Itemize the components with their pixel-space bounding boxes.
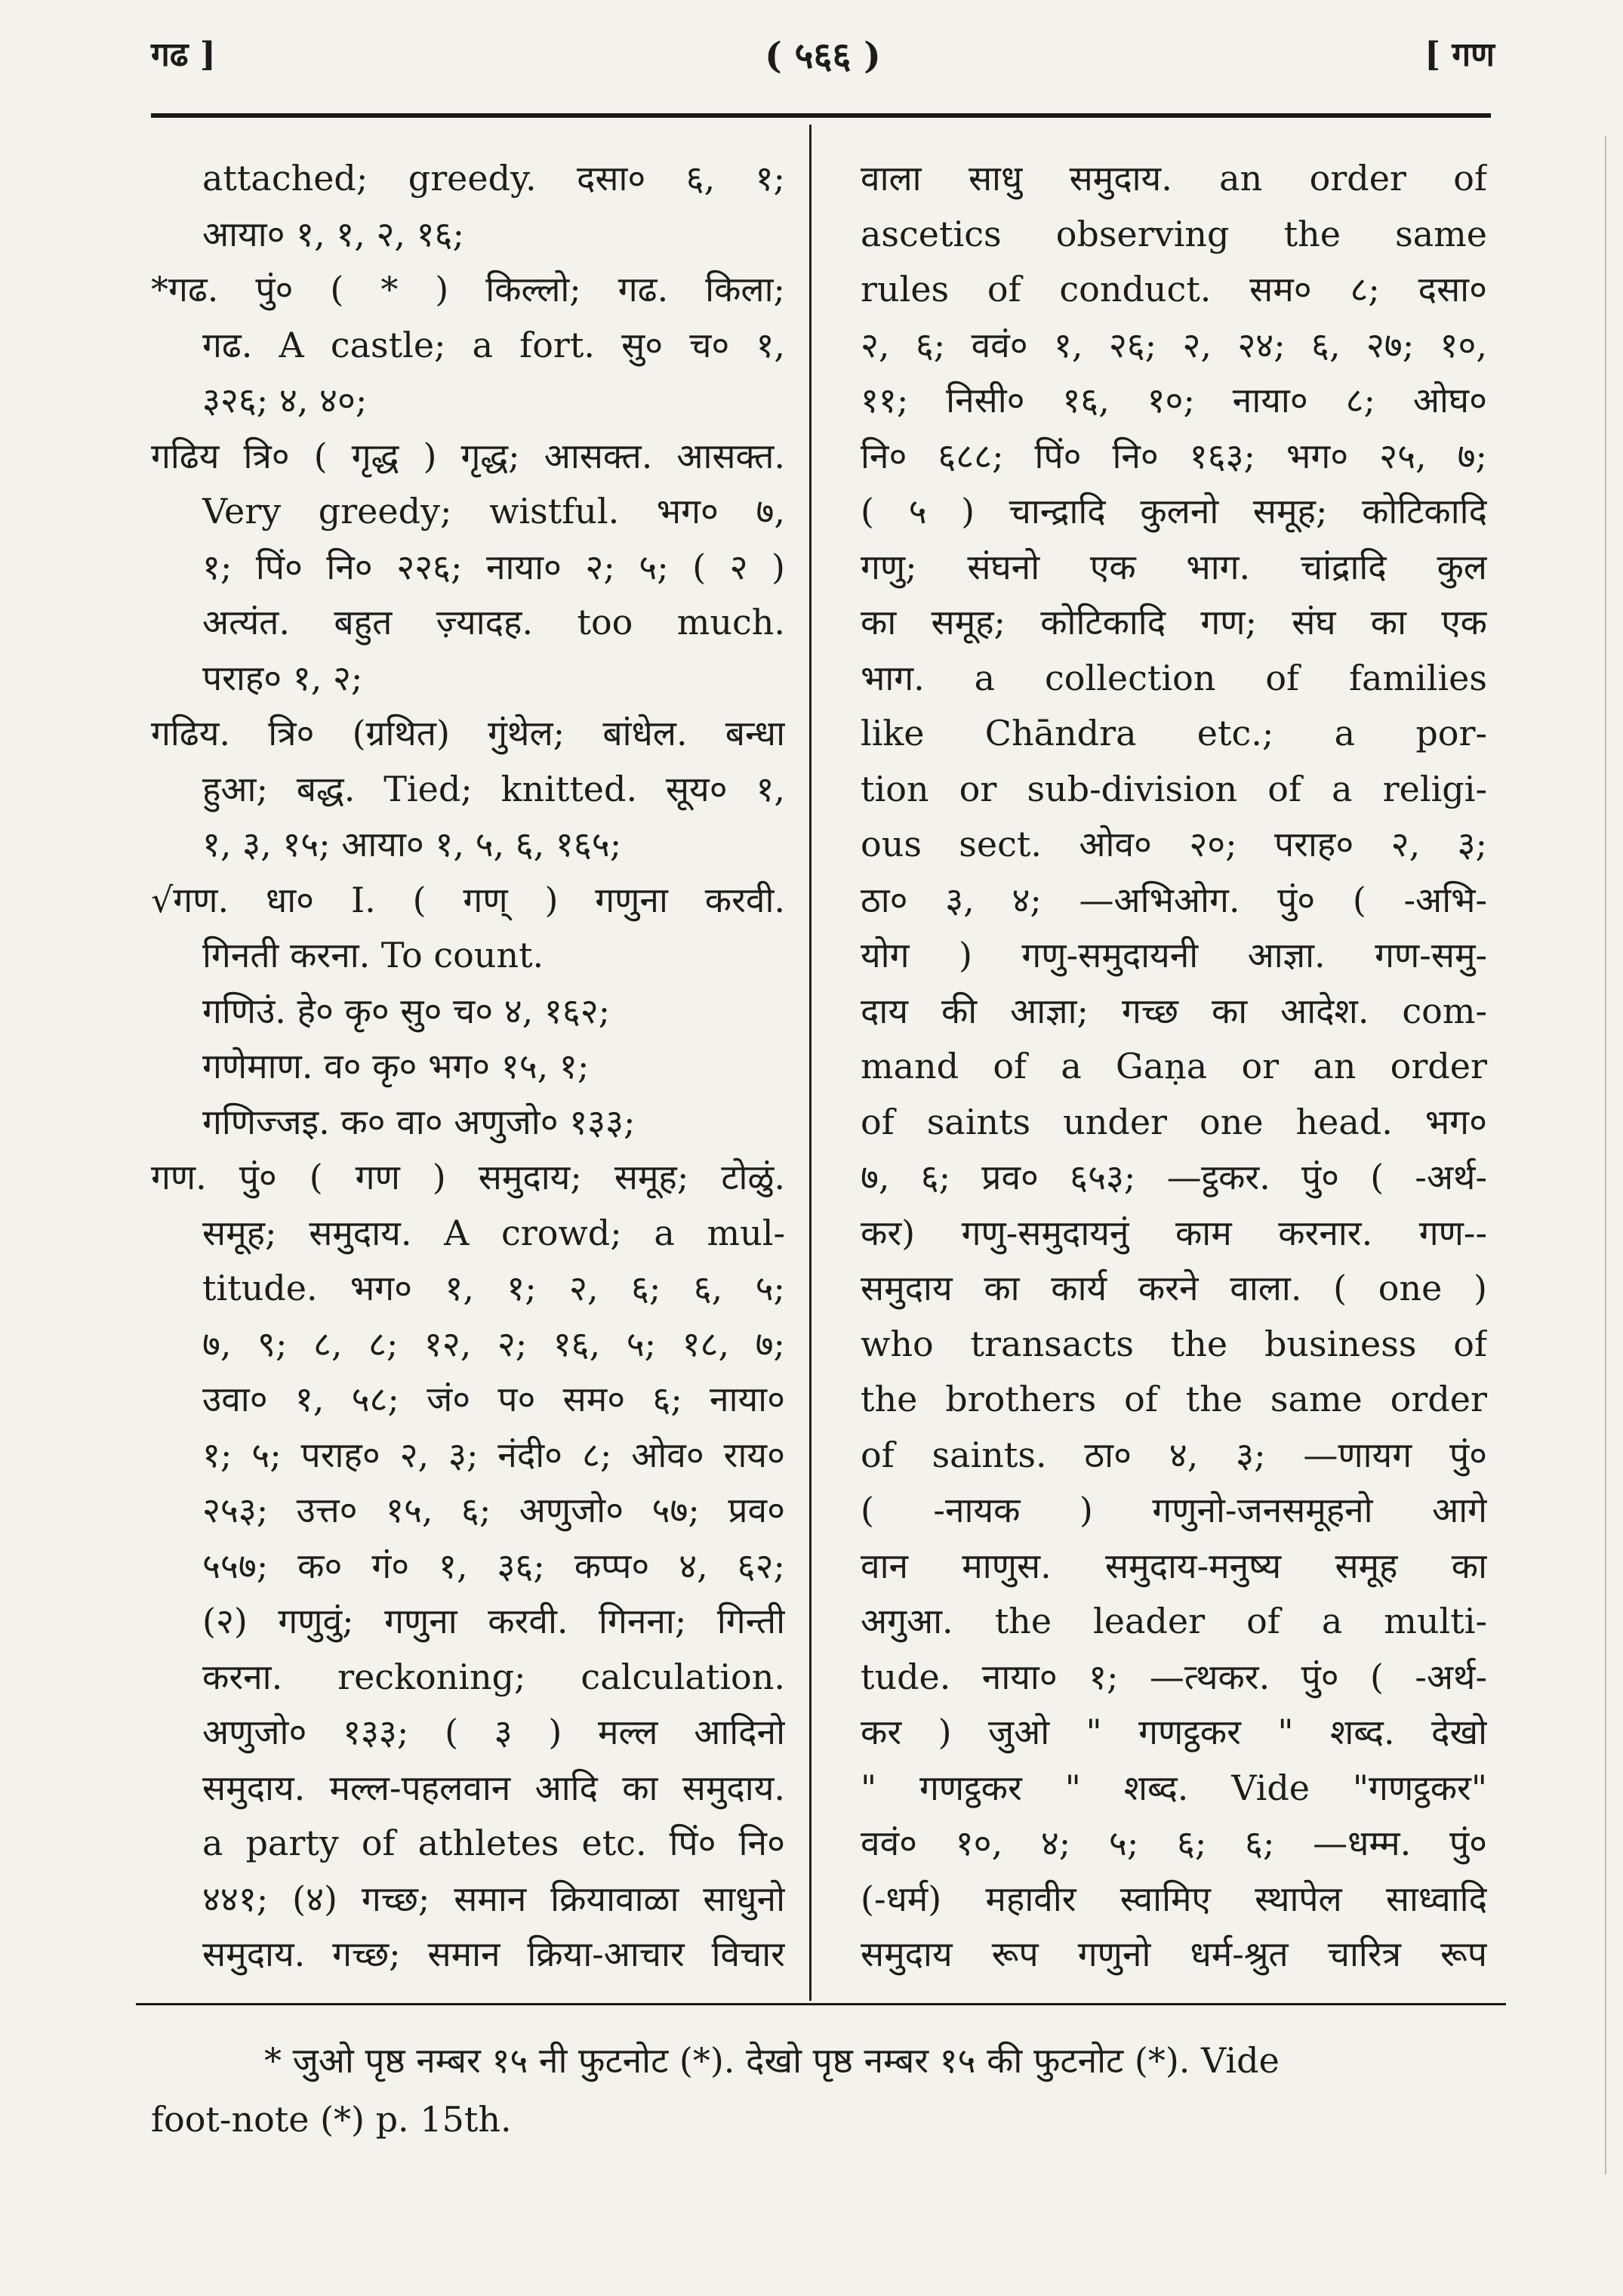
footnote-line: * जुओ पृष्ठ नम्बर १५ नी फुटनोट (*). देखो पृष्ठ नम्बर १५ की फुटनोट (*). Vide xyxy=(264,2040,1280,2081)
text-line: समुदाय. मल्ल-पहलवान आदि का समुदाय. xyxy=(202,1767,785,1808)
text-line: समुदाय का कार्य करने वाला. ( one ) xyxy=(861,1268,1487,1308)
text-line: attached; greedy. दसा० ६, १; xyxy=(202,158,785,199)
text-line: ४४१; (४) गच्छ; समान क्रियावाळा साधुनो xyxy=(202,1878,785,1919)
text-line: अगुआ. the leader of a multi- xyxy=(861,1601,1487,1641)
text-line: करना. reckoning; calculation. xyxy=(202,1656,785,1697)
footnote-line: foot-note (*) p. 15th. xyxy=(151,2099,512,2140)
text-line: tion or sub-division of a religi- xyxy=(861,768,1487,809)
text-line: ७, ९; ८, ८; १२, २; १६, ५; १८, ७; xyxy=(202,1323,785,1364)
text-line: tude. नाया० १; —त्थकर. पुं० ( -अर्थ- xyxy=(861,1656,1487,1697)
footnote-rule xyxy=(136,2003,1506,2005)
text-line: पराह० १, २; xyxy=(202,657,363,698)
text-line: mand of a Gaṇa or an order xyxy=(861,1046,1487,1086)
text-line: ठा० ३, ४; —अभिओग. पुं० ( -अभि- xyxy=(861,879,1487,920)
text-line: २, ६; ववं० १, २६; २, २४; ६, २७; १०, xyxy=(861,324,1487,365)
text-line: गणु; संघनो एक भाग. चांद्रादि कुल xyxy=(861,546,1487,587)
text-line: " गणट्ठकर " शब्द. Vide "गणट्ठकर" xyxy=(861,1767,1487,1808)
text-line: अत्यंत. बहुत ज़्यादह. too much. xyxy=(202,602,785,643)
text-line: of saints. ठा० ४, ३; —णायग पुं० xyxy=(861,1434,1487,1475)
text-line: गणिज्जइ. क० वा० अणुजो० १३३; xyxy=(202,1101,636,1142)
text-line: कर) गणु-समुदायनुं काम करनार. गण-- xyxy=(861,1212,1487,1253)
text-line: like Chāndra etc.; a por- xyxy=(861,713,1487,754)
text-line: वान माणुस. समुदाय-मनुष्य समूह का xyxy=(861,1545,1487,1586)
text-line: कर ) जुओ " गणट्ठकर " शब्द. देखो xyxy=(861,1712,1487,1752)
header-left-guideword: गढ ] xyxy=(151,35,216,74)
text-line: का समूह; कोटिकादि गण; संघ का एक xyxy=(861,602,1487,643)
text-line: of saints under one head. भग० xyxy=(861,1101,1487,1142)
text-line: ११; निसी० १६, १०; नाया० ८; ओघ० xyxy=(861,380,1487,421)
text-line: ७, ६; प्रव० ६५३; —ट्ठकर. पुं० ( -अर्थ- xyxy=(861,1157,1487,1197)
text-line: Very greedy; wistful. भग० ७, xyxy=(202,491,785,532)
text-line: २५३; उत्त० १५, ६; अणुजो० ५७; प्रव० xyxy=(202,1490,785,1530)
text-line: गणेमाण. व० कृ० भग० १५, १; xyxy=(202,1046,590,1086)
header-rule xyxy=(151,113,1491,118)
text-line: योग ) गणु-समुदायनी आज्ञा. गण-समु- xyxy=(861,935,1487,975)
text-line: १; पिं० नि० २२६; नाया० २; ५; ( २ ) xyxy=(202,546,785,587)
text-line: rules of conduct. सम० ८; दसा० xyxy=(861,269,1487,310)
text-line: नि० ६८८; पिं० नि० १६३; भग० २५, ७; xyxy=(861,435,1487,476)
page-number: ( ५६६ ) xyxy=(765,35,881,77)
text-line: ( ५ ) चान्द्रादि कुलनो समूह; कोटिकादि xyxy=(861,491,1487,532)
right-column xyxy=(861,151,1487,1983)
text-line: दाय की आज्ञा; गच्छ का आदेश. com- xyxy=(861,990,1487,1031)
text-line: वाला साधु समुदाय. an order of xyxy=(861,158,1487,199)
text-line: ५५७; क० गं० १, ३६; कप्प० ४, ६२; xyxy=(202,1545,785,1586)
left-column xyxy=(151,151,785,1983)
column-divider xyxy=(809,125,812,2001)
header-right-guideword: [ गण xyxy=(1424,35,1495,74)
text-line: (-धर्म) महावीर स्वामिए स्थापेल साध्वादि xyxy=(861,1878,1487,1919)
text-line: गण. पुं० ( गण ) समुदाय; समूह; टोळुं. xyxy=(151,1157,785,1197)
text-line: the brothers of the same order xyxy=(861,1379,1487,1419)
text-line: ous sect. ओव० २०; पराह० २, ३; xyxy=(861,824,1487,864)
text-line: √गण. धा० I. ( गण् ) गणुना करवी. xyxy=(151,879,785,920)
text-line: समुदाय रूप गणुनो धर्म-श्रुत चारित्र रूप xyxy=(861,1934,1487,1974)
text-line: उवा० १, ५८; जं० प० सम० ६; नाया० xyxy=(202,1379,785,1419)
text-line: समूह; समुदाय. A crowd; a mul- xyxy=(202,1212,785,1253)
text-line: ववं० १०, ४; ५; ६; ६; —धम्म. पुं० xyxy=(861,1823,1487,1863)
text-line: १; ५; पराह० २, ३; नंदी० ८; ओव० राय० xyxy=(202,1434,785,1475)
text-line: who transacts the business of xyxy=(861,1323,1487,1364)
text-line: गढ. A castle; a fort. सु० च० १, xyxy=(202,324,785,365)
text-line: (२) गणुवुं; गणुना करवी. गिनना; गिन्ती xyxy=(202,1601,785,1641)
text-line: titude. भग० १, १; २, ६; ६, ५; xyxy=(202,1268,785,1308)
text-line: अणुजो० १३३; ( ३ ) मल्ल आदिनो xyxy=(202,1712,785,1752)
footnote xyxy=(151,2031,1495,2149)
text-line: *गढ. पुं० ( * ) किल्लो; गढ. किला; xyxy=(151,269,785,310)
text-line: ( -नायक ) गणुनो-जनसमूहनो आगे xyxy=(861,1490,1487,1530)
text-line: समुदाय. गच्छ; समान क्रिया-आचार विचार xyxy=(202,1934,785,1974)
text-line: गढिय त्रि० ( गृद्ध ) गृद्ध; आसक्त. आसक्त. xyxy=(151,435,785,476)
text-line: ascetics observing the same xyxy=(861,213,1487,254)
text-line: गिनती करना. To count. xyxy=(202,935,544,975)
page-header xyxy=(151,30,1495,83)
text-line: १, ३, १५; आया० १, ५, ६, १६५; xyxy=(202,824,622,864)
text-line: a party of athletes etc. पिं० नि० xyxy=(202,1823,785,1863)
text-line: हुआ; बद्ध. Tied; knitted. सूय० १, xyxy=(202,768,785,809)
text-line: ३२६; ४, ४०; xyxy=(202,380,368,421)
text-line: भाग. a collection of families xyxy=(861,657,1487,698)
page-edge-line xyxy=(1605,136,1606,2174)
text-line: आया० १, १, २, १६; xyxy=(202,213,464,254)
text-line: गणिउं. हे० कृ० सु० च० ४, १६२; xyxy=(202,990,611,1031)
text-line: गढिय. त्रि० (ग्रथित) गुंथेल; बांधेल. बन्धा xyxy=(151,713,785,754)
